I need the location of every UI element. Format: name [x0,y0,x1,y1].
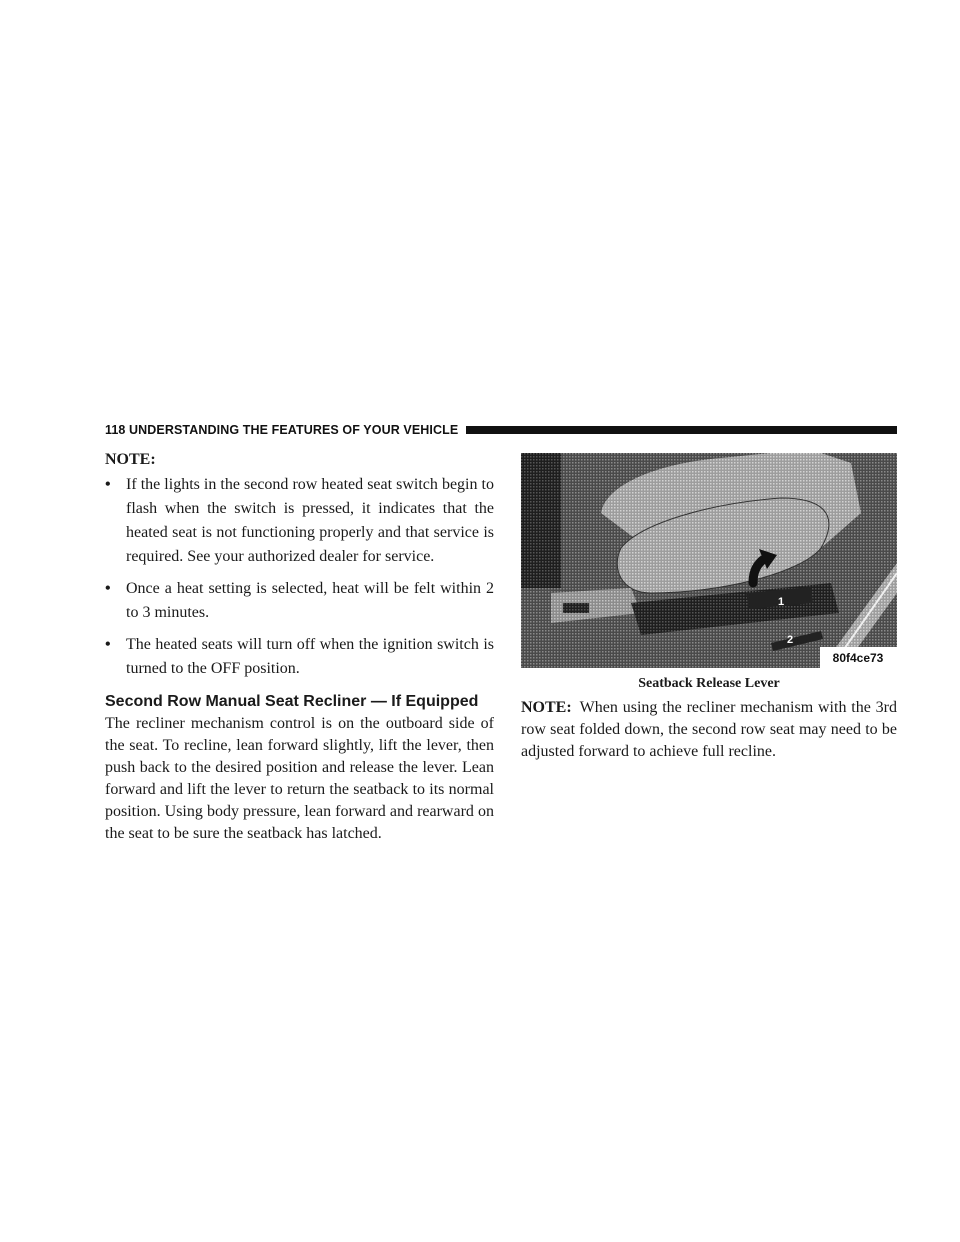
note-label: NOTE: [521,699,572,716]
chapter-title: UNDERSTANDING THE FEATURES OF YOUR VEHICLE [129,423,459,437]
left-column [105,451,494,845]
bullet-icon: • [105,636,111,653]
header-text [105,423,458,437]
callout-2: 2 [787,634,794,646]
recliner-paragraph: The recliner mechanism control is on the outboard side of the seat. To recline, lean forward slightly, lift the lever, then push back to the desired position and release the lever. Lean forward and lift the lever to return the seatback to its normal position. Using body pressure, lean forward and rearward on the seat to be sure the seatback has latched. [105,715,494,842]
list-item [105,473,494,569]
header-rule [466,426,897,434]
note-bullet-list [105,473,494,681]
page-header [105,422,897,438]
seatback-release-lever-figure [521,453,897,668]
list-item [105,577,494,625]
bullet-text: If the lights in the second row heated seat switch begin to flash when the switch is pressed, it indicates that the heated seat is not functioning properly and that service is required. See your authorized dealer for service. [126,476,494,565]
figure-caption: Seatback Release Lever [638,676,780,691]
bullet-icon: • [105,476,111,493]
section-heading: Second Row Manual Seat Recliner — If Equipped [105,693,479,710]
bullet-text: The heated seats will turn off when the ignition switch is turned to the OFF position. [126,636,494,677]
seat-illustration [521,453,897,668]
note-label: NOTE: [105,451,156,468]
note-text: When using the recliner mechanism with the 3rd row seat folded down, the second row seat may need to be adjusted forward to achieve full recline. [521,699,897,760]
callout-1: 1 [778,596,785,608]
bullet-text: Once a heat setting is selected, heat will be felt within 2 to 3 minutes. [126,580,494,621]
bullet-icon: • [105,580,111,597]
list-item [105,633,494,681]
right-column [521,697,897,763]
image-code-label: 80f4ce73 [832,651,884,665]
page-number: 118 [105,423,126,437]
recline-note [521,697,897,763]
